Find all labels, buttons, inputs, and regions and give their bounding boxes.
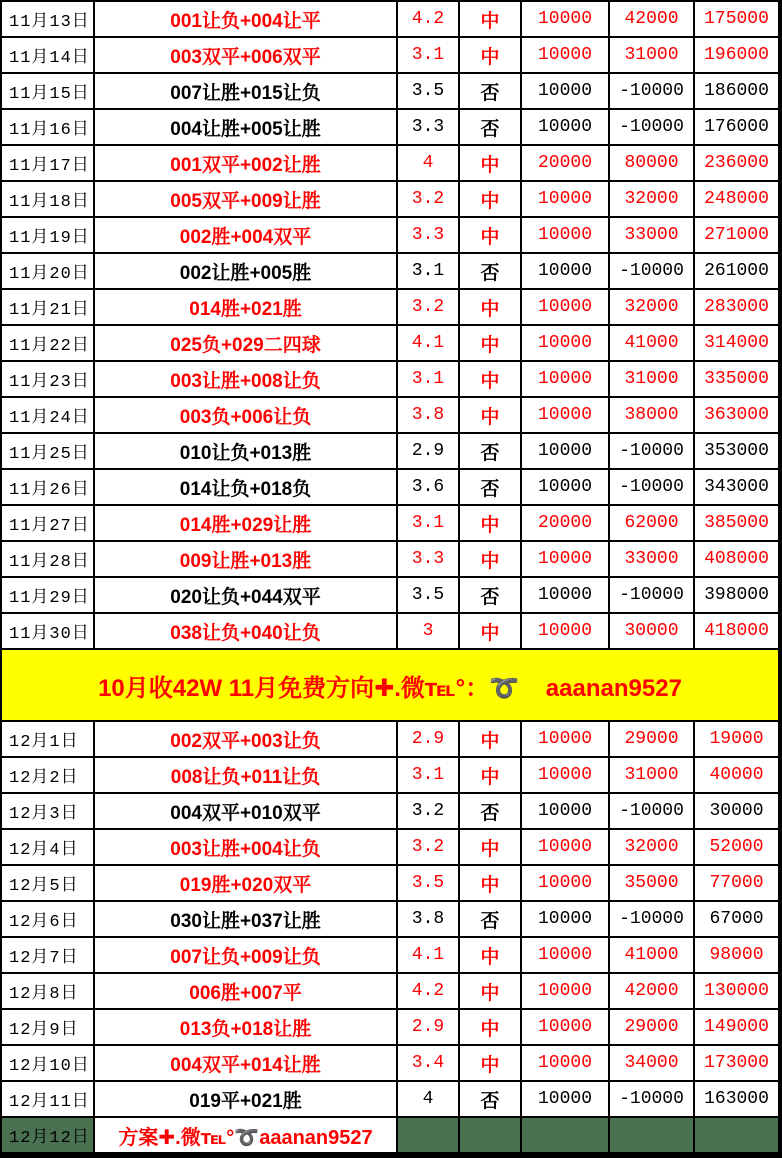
combo-cell: 009让胜+013胜 bbox=[94, 541, 397, 577]
table-row bbox=[1, 577, 779, 613]
date-cell: 11月19日 bbox=[1, 217, 94, 253]
profit-cell: 32000 bbox=[609, 829, 694, 865]
table-row bbox=[1, 613, 779, 649]
date-cell: 11月29日 bbox=[1, 577, 94, 613]
total-cell: 385000 bbox=[694, 505, 779, 541]
total-cell: 196000 bbox=[694, 37, 779, 73]
total-cell: 40000 bbox=[694, 757, 779, 793]
footer-row bbox=[1, 1117, 779, 1153]
date-cell: 11月18日 bbox=[1, 181, 94, 217]
table-row bbox=[1, 397, 779, 433]
date-cell: 12月12日 bbox=[1, 1117, 94, 1153]
combo-cell: 001双平+002让胜 bbox=[94, 145, 397, 181]
odds-cell: 2.9 bbox=[397, 721, 459, 757]
empty-green-cell bbox=[521, 1117, 609, 1153]
total-cell: 363000 bbox=[694, 397, 779, 433]
profit-cell: 32000 bbox=[609, 181, 694, 217]
stake-cell: 10000 bbox=[521, 433, 609, 469]
combo-cell: 003让胜+008让负 bbox=[94, 361, 397, 397]
combo-cell: 003负+006让负 bbox=[94, 397, 397, 433]
combo-cell: 025负+029二四球 bbox=[94, 325, 397, 361]
profit-cell: 33000 bbox=[609, 541, 694, 577]
odds-cell: 4 bbox=[397, 145, 459, 181]
stake-cell: 20000 bbox=[521, 145, 609, 181]
result-cell: 中 bbox=[459, 217, 521, 253]
table-row bbox=[1, 217, 779, 253]
combo-cell: 019胜+020双平 bbox=[94, 865, 397, 901]
profit-cell: 31000 bbox=[609, 757, 694, 793]
stake-cell: 10000 bbox=[521, 937, 609, 973]
date-cell: 12月11日 bbox=[1, 1081, 94, 1117]
odds-cell: 3.1 bbox=[397, 361, 459, 397]
total-cell: 271000 bbox=[694, 217, 779, 253]
stake-cell: 10000 bbox=[521, 1045, 609, 1081]
date-cell: 11月20日 bbox=[1, 253, 94, 289]
profit-cell: 29000 bbox=[609, 1009, 694, 1045]
odds-cell: 4.2 bbox=[397, 1, 459, 37]
stake-cell: 10000 bbox=[521, 1, 609, 37]
result-cell: 否 bbox=[459, 433, 521, 469]
promo-banner-row bbox=[1, 649, 779, 721]
odds-cell: 3.1 bbox=[397, 505, 459, 541]
stake-cell: 10000 bbox=[521, 757, 609, 793]
combo-cell: 002双平+003让负 bbox=[94, 721, 397, 757]
table-row bbox=[1, 1, 779, 37]
date-cell: 11月26日 bbox=[1, 469, 94, 505]
date-cell: 12月6日 bbox=[1, 901, 94, 937]
result-cell: 中 bbox=[459, 1009, 521, 1045]
date-cell: 11月17日 bbox=[1, 145, 94, 181]
date-cell: 11月30日 bbox=[1, 613, 94, 649]
date-cell: 11月23日 bbox=[1, 361, 94, 397]
odds-cell: 2.9 bbox=[397, 1009, 459, 1045]
odds-cell: 3.3 bbox=[397, 217, 459, 253]
profit-cell: 42000 bbox=[609, 1, 694, 37]
date-cell: 12月4日 bbox=[1, 829, 94, 865]
odds-cell: 3.5 bbox=[397, 577, 459, 613]
stake-cell: 10000 bbox=[521, 289, 609, 325]
odds-cell: 3.2 bbox=[397, 829, 459, 865]
date-cell: 12月7日 bbox=[1, 937, 94, 973]
date-cell: 11月16日 bbox=[1, 109, 94, 145]
stake-cell: 10000 bbox=[521, 217, 609, 253]
result-cell: 中 bbox=[459, 289, 521, 325]
odds-cell: 3.2 bbox=[397, 793, 459, 829]
table-row bbox=[1, 937, 779, 973]
result-cell: 否 bbox=[459, 73, 521, 109]
combo-cell: 007让胜+015让负 bbox=[94, 73, 397, 109]
stake-cell: 10000 bbox=[521, 793, 609, 829]
combo-cell: 004双平+014让胜 bbox=[94, 1045, 397, 1081]
total-cell: 343000 bbox=[694, 469, 779, 505]
total-cell: 30000 bbox=[694, 793, 779, 829]
combo-cell: 007让负+009让负 bbox=[94, 937, 397, 973]
total-cell: 98000 bbox=[694, 937, 779, 973]
total-cell: 398000 bbox=[694, 577, 779, 613]
date-cell: 11月13日 bbox=[1, 1, 94, 37]
table-row bbox=[1, 973, 779, 1009]
stake-cell: 10000 bbox=[521, 397, 609, 433]
result-cell: 否 bbox=[459, 1081, 521, 1117]
total-cell: 67000 bbox=[694, 901, 779, 937]
table-row bbox=[1, 829, 779, 865]
stake-cell: 10000 bbox=[521, 721, 609, 757]
odds-cell: 3.5 bbox=[397, 865, 459, 901]
stake-cell: 10000 bbox=[521, 469, 609, 505]
total-cell: 163000 bbox=[694, 1081, 779, 1117]
total-cell: 335000 bbox=[694, 361, 779, 397]
total-cell: 353000 bbox=[694, 433, 779, 469]
result-cell: 中 bbox=[459, 865, 521, 901]
total-cell: 130000 bbox=[694, 973, 779, 1009]
odds-cell: 3.8 bbox=[397, 901, 459, 937]
odds-cell: 3.4 bbox=[397, 1045, 459, 1081]
date-cell: 11月21日 bbox=[1, 289, 94, 325]
profit-cell: -10000 bbox=[609, 73, 694, 109]
result-cell: 中 bbox=[459, 613, 521, 649]
result-cell: 中 bbox=[459, 397, 521, 433]
combo-cell: 003双平+006双平 bbox=[94, 37, 397, 73]
odds-cell: 3.1 bbox=[397, 253, 459, 289]
empty-green-cell bbox=[459, 1117, 521, 1153]
stake-cell: 20000 bbox=[521, 505, 609, 541]
odds-cell: 4.2 bbox=[397, 973, 459, 1009]
odds-cell: 3.1 bbox=[397, 37, 459, 73]
combo-cell: 005双平+009让胜 bbox=[94, 181, 397, 217]
odds-cell: 2.9 bbox=[397, 433, 459, 469]
profit-cell: 38000 bbox=[609, 397, 694, 433]
stake-cell: 10000 bbox=[521, 325, 609, 361]
profit-cell: -10000 bbox=[609, 433, 694, 469]
total-cell: 261000 bbox=[694, 253, 779, 289]
stake-cell: 10000 bbox=[521, 181, 609, 217]
profit-cell: 33000 bbox=[609, 217, 694, 253]
table-row bbox=[1, 1081, 779, 1117]
result-cell: 中 bbox=[459, 541, 521, 577]
total-cell: 314000 bbox=[694, 325, 779, 361]
result-cell: 否 bbox=[459, 109, 521, 145]
total-cell: 283000 bbox=[694, 289, 779, 325]
profit-cell: -10000 bbox=[609, 577, 694, 613]
table-row bbox=[1, 253, 779, 289]
stake-cell: 10000 bbox=[521, 1081, 609, 1117]
table-row bbox=[1, 181, 779, 217]
profit-cell: 29000 bbox=[609, 721, 694, 757]
combo-cell: 006胜+007平 bbox=[94, 973, 397, 1009]
date-cell: 11月14日 bbox=[1, 37, 94, 73]
profit-cell: -10000 bbox=[609, 253, 694, 289]
combo-cell: 014胜+029让胜 bbox=[94, 505, 397, 541]
result-cell: 中 bbox=[459, 505, 521, 541]
stake-cell: 10000 bbox=[521, 829, 609, 865]
combo-cell: 013负+018让胜 bbox=[94, 1009, 397, 1045]
table-row bbox=[1, 793, 779, 829]
combo-cell: 008让负+011让负 bbox=[94, 757, 397, 793]
odds-cell: 3.3 bbox=[397, 109, 459, 145]
table-row bbox=[1, 469, 779, 505]
result-cell: 否 bbox=[459, 253, 521, 289]
stake-cell: 10000 bbox=[521, 37, 609, 73]
profit-cell: 32000 bbox=[609, 289, 694, 325]
total-cell: 77000 bbox=[694, 865, 779, 901]
combo-cell: 004让胜+005让胜 bbox=[94, 109, 397, 145]
total-cell: 19000 bbox=[694, 721, 779, 757]
combo-cell: 014胜+021胜 bbox=[94, 289, 397, 325]
stake-cell: 10000 bbox=[521, 577, 609, 613]
total-cell: 176000 bbox=[694, 109, 779, 145]
profit-cell: 62000 bbox=[609, 505, 694, 541]
profit-cell: 41000 bbox=[609, 937, 694, 973]
odds-cell: 3 bbox=[397, 613, 459, 649]
date-cell: 12月2日 bbox=[1, 757, 94, 793]
profit-cell: 31000 bbox=[609, 361, 694, 397]
odds-cell: 3.2 bbox=[397, 181, 459, 217]
date-cell: 11月22日 bbox=[1, 325, 94, 361]
odds-cell: 3.8 bbox=[397, 397, 459, 433]
odds-cell: 3.5 bbox=[397, 73, 459, 109]
total-cell: 248000 bbox=[694, 181, 779, 217]
odds-cell: 4.1 bbox=[397, 937, 459, 973]
result-cell: 中 bbox=[459, 721, 521, 757]
stake-cell: 10000 bbox=[521, 253, 609, 289]
table-row bbox=[1, 109, 779, 145]
table-row bbox=[1, 289, 779, 325]
profit-cell: 42000 bbox=[609, 973, 694, 1009]
table-row bbox=[1, 757, 779, 793]
result-cell: 否 bbox=[459, 901, 521, 937]
profit-cell: 34000 bbox=[609, 1045, 694, 1081]
stake-cell: 10000 bbox=[521, 613, 609, 649]
table-row bbox=[1, 37, 779, 73]
date-cell: 12月9日 bbox=[1, 1009, 94, 1045]
result-cell: 否 bbox=[459, 469, 521, 505]
stake-cell: 10000 bbox=[521, 109, 609, 145]
combo-cell: 020让负+044双平 bbox=[94, 577, 397, 613]
date-cell: 12月3日 bbox=[1, 793, 94, 829]
total-cell: 408000 bbox=[694, 541, 779, 577]
date-cell: 11月27日 bbox=[1, 505, 94, 541]
date-cell: 11月24日 bbox=[1, 397, 94, 433]
profit-cell: -10000 bbox=[609, 793, 694, 829]
stake-cell: 10000 bbox=[521, 865, 609, 901]
result-cell: 中 bbox=[459, 1, 521, 37]
table-row bbox=[1, 901, 779, 937]
stake-cell: 10000 bbox=[521, 1009, 609, 1045]
stake-cell: 10000 bbox=[521, 973, 609, 1009]
table-row bbox=[1, 1009, 779, 1045]
table-row bbox=[1, 865, 779, 901]
table-row bbox=[1, 73, 779, 109]
stake-cell: 10000 bbox=[521, 901, 609, 937]
date-cell: 12月5日 bbox=[1, 865, 94, 901]
date-cell: 11月28日 bbox=[1, 541, 94, 577]
odds-cell: 3.2 bbox=[397, 289, 459, 325]
empty-green-cell bbox=[694, 1117, 779, 1153]
profit-cell: 35000 bbox=[609, 865, 694, 901]
betting-table-body bbox=[1, 1, 779, 1153]
empty-green-cell bbox=[397, 1117, 459, 1153]
date-cell: 11月15日 bbox=[1, 73, 94, 109]
result-cell: 中 bbox=[459, 361, 521, 397]
table-row bbox=[1, 721, 779, 757]
promo-banner: 10月收42W 11月免费方向✚.微℡°：➰ aaanan9527 bbox=[1, 649, 779, 721]
odds-cell: 3.3 bbox=[397, 541, 459, 577]
combo-cell: 019平+021胜 bbox=[94, 1081, 397, 1117]
result-cell: 中 bbox=[459, 937, 521, 973]
combo-cell: 004双平+010双平 bbox=[94, 793, 397, 829]
combo-cell: 010让负+013胜 bbox=[94, 433, 397, 469]
combo-cell: 002胜+004双平 bbox=[94, 217, 397, 253]
table-row bbox=[1, 145, 779, 181]
odds-cell: 4 bbox=[397, 1081, 459, 1117]
table-row bbox=[1, 1045, 779, 1081]
result-cell: 中 bbox=[459, 1045, 521, 1081]
result-cell: 中 bbox=[459, 973, 521, 1009]
odds-cell: 3.6 bbox=[397, 469, 459, 505]
date-cell: 11月25日 bbox=[1, 433, 94, 469]
date-cell: 12月1日 bbox=[1, 721, 94, 757]
odds-cell: 3.1 bbox=[397, 757, 459, 793]
result-cell: 中 bbox=[459, 181, 521, 217]
odds-cell: 4.1 bbox=[397, 325, 459, 361]
profit-cell: 31000 bbox=[609, 37, 694, 73]
total-cell: 52000 bbox=[694, 829, 779, 865]
stake-cell: 10000 bbox=[521, 73, 609, 109]
profit-cell: 80000 bbox=[609, 145, 694, 181]
result-cell: 中 bbox=[459, 325, 521, 361]
profit-cell: -10000 bbox=[609, 109, 694, 145]
result-cell: 中 bbox=[459, 37, 521, 73]
stake-cell: 10000 bbox=[521, 361, 609, 397]
total-cell: 186000 bbox=[694, 73, 779, 109]
profit-cell: 30000 bbox=[609, 613, 694, 649]
total-cell: 175000 bbox=[694, 1, 779, 37]
combo-cell: 030让胜+037让胜 bbox=[94, 901, 397, 937]
date-cell: 12月10日 bbox=[1, 1045, 94, 1081]
result-cell: 中 bbox=[459, 829, 521, 865]
combo-cell: 001让负+004让平 bbox=[94, 1, 397, 37]
date-cell: 12月8日 bbox=[1, 973, 94, 1009]
total-cell: 173000 bbox=[694, 1045, 779, 1081]
total-cell: 149000 bbox=[694, 1009, 779, 1045]
table-row bbox=[1, 433, 779, 469]
table-row bbox=[1, 505, 779, 541]
result-cell: 否 bbox=[459, 577, 521, 613]
result-cell: 否 bbox=[459, 793, 521, 829]
profit-cell: 41000 bbox=[609, 325, 694, 361]
plan-contact-cell: 方案✚.微℡°➰aaanan9527 bbox=[94, 1117, 397, 1153]
profit-cell: -10000 bbox=[609, 901, 694, 937]
table-row bbox=[1, 325, 779, 361]
combo-cell: 014让负+018负 bbox=[94, 469, 397, 505]
profit-cell: -10000 bbox=[609, 1081, 694, 1117]
combo-cell: 003让胜+004让负 bbox=[94, 829, 397, 865]
table-row bbox=[1, 361, 779, 397]
combo-cell: 038让负+040让负 bbox=[94, 613, 397, 649]
empty-green-cell bbox=[609, 1117, 694, 1153]
stake-cell: 10000 bbox=[521, 541, 609, 577]
profit-cell: -10000 bbox=[609, 469, 694, 505]
total-cell: 236000 bbox=[694, 145, 779, 181]
table-row bbox=[1, 541, 779, 577]
result-cell: 中 bbox=[459, 145, 521, 181]
total-cell: 418000 bbox=[694, 613, 779, 649]
result-cell: 中 bbox=[459, 757, 521, 793]
combo-cell: 002让胜+005胜 bbox=[94, 253, 397, 289]
